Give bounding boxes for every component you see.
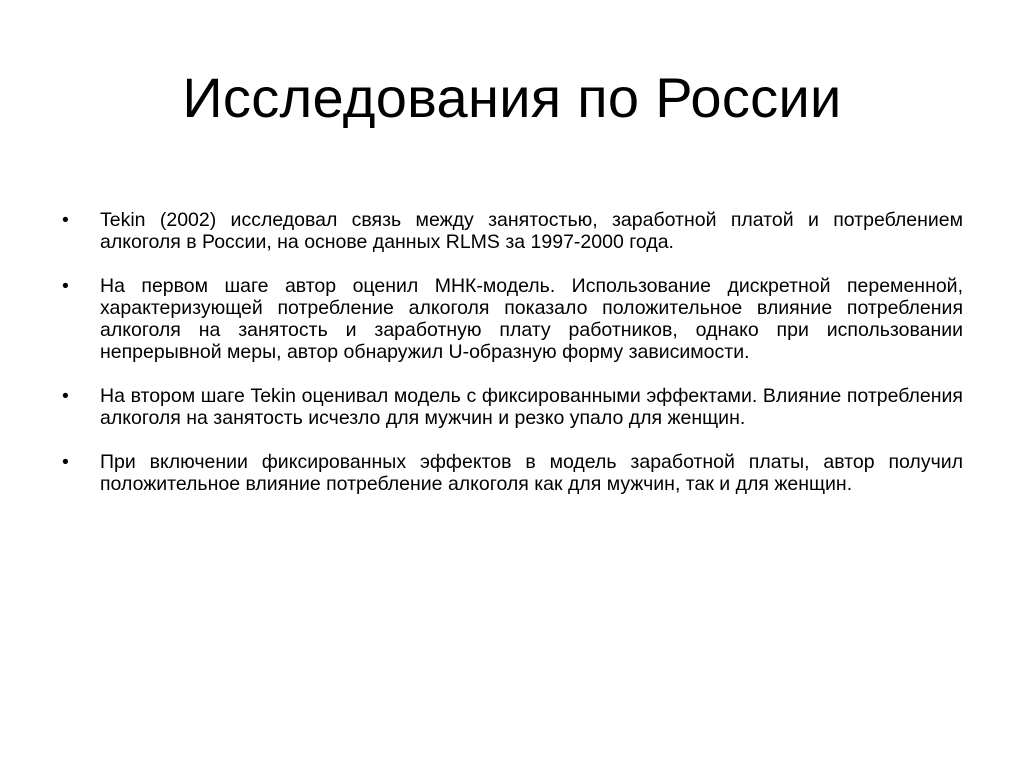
bullet-text: На втором шаге Tekin оценивал модель с фиксированными эффектами. Влияние потребления алкоголя на занятость исчезло для мужчин и резко упало для женщин. [100, 385, 963, 429]
bullet-marker: • [62, 275, 69, 297]
bullet-item [62, 385, 963, 429]
bullet-list [62, 209, 963, 517]
slide-title: Исследования по России [182, 66, 842, 129]
bullet-marker: • [62, 209, 69, 231]
bullet-item [62, 275, 963, 363]
bullet-text: Tekin (2002) исследовал связь между занятостью, заработной платой и потреблением алкоголя в России, на основе данных RLMS за 1997-2000 года. [100, 209, 963, 253]
bullet-text: При включении фиксированных эффектов в модель заработной платы, автор получил положительное влияние потребление алкоголя как для мужчин, так и для женщин. [100, 451, 963, 495]
bullet-text: На первом шаге автор оценил МНК-модель. Использование дискретной переменной, характеризующей потребление алкоголя показало положительное влияние потребления алкоголя на занятость и заработную плату работников, однако при использовании непрерывной меры, автор обнаружил U-образную форму зависимости. [100, 275, 963, 363]
bullet-marker: • [62, 385, 69, 407]
bullet-marker: • [62, 451, 69, 473]
bullet-item [62, 451, 963, 495]
bullet-item [62, 209, 963, 253]
